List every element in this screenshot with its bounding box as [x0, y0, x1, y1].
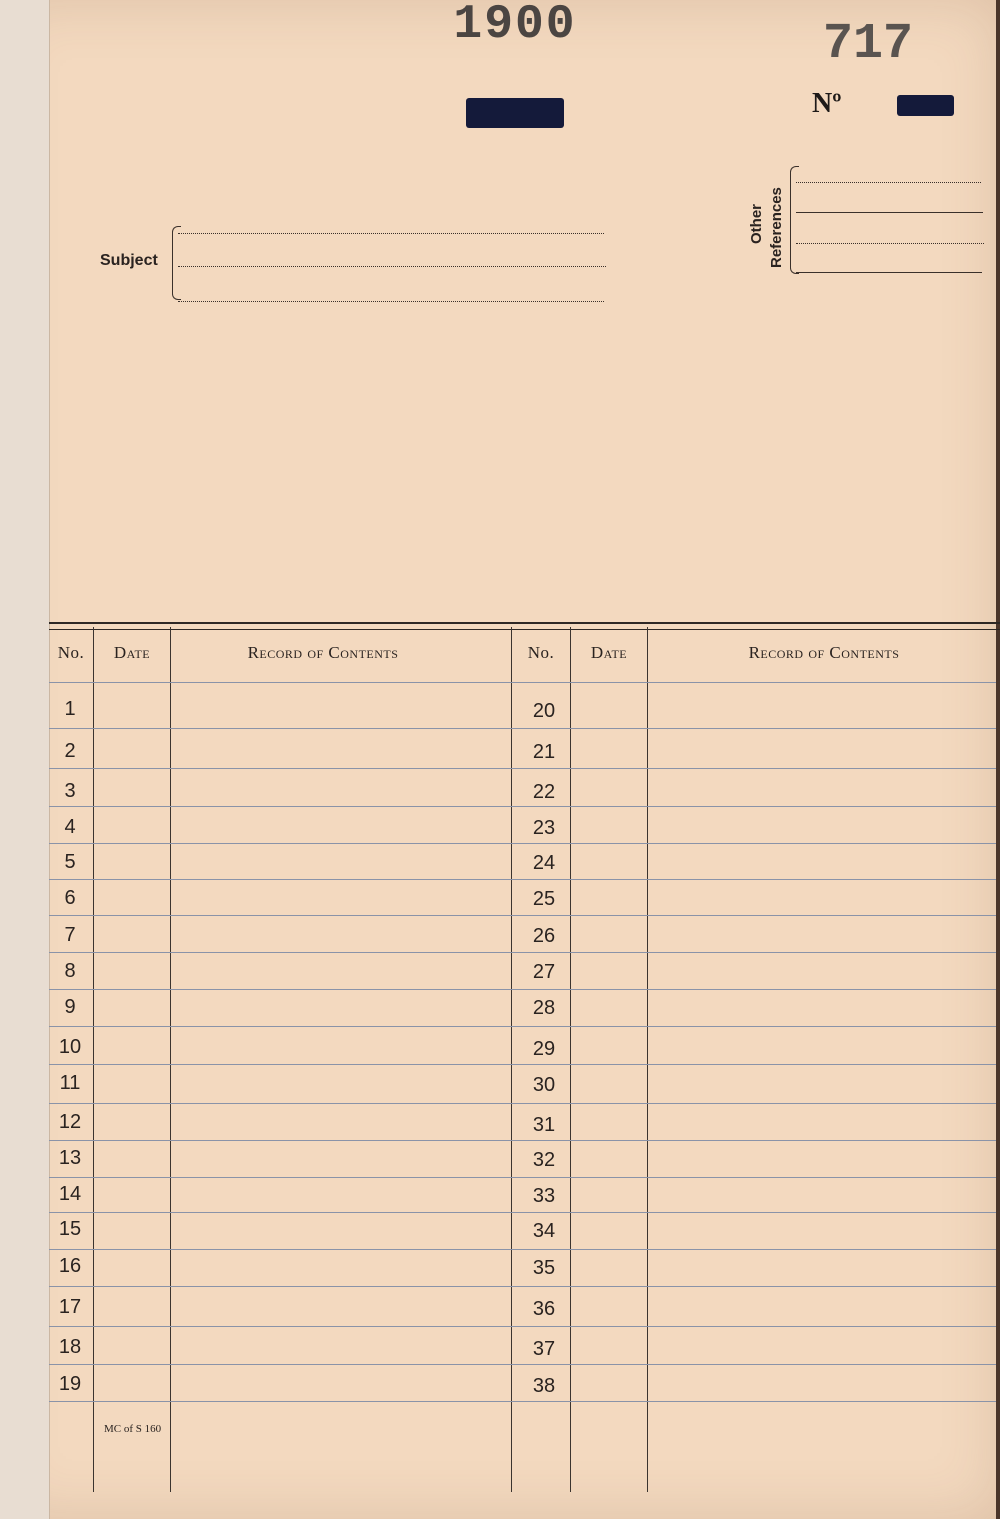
- row-number-left: 18: [58, 1336, 82, 1358]
- column-divider: [93, 627, 94, 1492]
- row-number-left: 15: [58, 1218, 82, 1240]
- row-number-right: 31: [532, 1114, 556, 1136]
- redaction-block: [897, 95, 954, 116]
- row-number-right: 24: [532, 852, 556, 874]
- header-no-right: No.: [527, 643, 555, 662]
- row-number-right: 21: [532, 741, 556, 763]
- row-number-left: 12: [58, 1111, 82, 1133]
- row-number-right: 29: [532, 1038, 556, 1060]
- subject-line-3[interactable]: [178, 301, 604, 302]
- row-number-left: 6: [64, 887, 76, 909]
- subject-line-2[interactable]: [178, 266, 606, 267]
- row-number-left: 5: [64, 851, 76, 873]
- row-number-left: 19: [58, 1373, 82, 1395]
- row-rule: [49, 1103, 996, 1104]
- reference-line-2[interactable]: [796, 212, 983, 213]
- row-number-left: 4: [64, 816, 76, 838]
- header-date-right: Date: [590, 643, 628, 662]
- column-divider: [570, 627, 571, 1492]
- row-number-left: 14: [58, 1183, 82, 1205]
- row-number-right: 20: [532, 700, 556, 722]
- subject-label: Subject: [100, 252, 158, 269]
- table-top-rule: [49, 622, 1000, 630]
- row-number-left: 3: [64, 780, 76, 802]
- row-rule: [49, 1064, 996, 1065]
- subject-line-1[interactable]: [178, 233, 604, 234]
- references-label: References: [768, 187, 785, 268]
- file-number-stamp: 717: [822, 16, 913, 73]
- row-rule: [49, 806, 996, 807]
- row-rule: [49, 952, 996, 953]
- other-label: Other: [748, 203, 765, 244]
- row-number-left: 8: [64, 960, 76, 982]
- row-number-right: 35: [532, 1257, 556, 1279]
- row-number-left: 11: [59, 1072, 81, 1094]
- reference-line-1[interactable]: [796, 182, 981, 183]
- header-record-right: Record of Contents: [748, 643, 900, 662]
- number-label: Nº: [812, 88, 842, 119]
- row-rule: [49, 1177, 996, 1178]
- row-number-right: 37: [532, 1338, 556, 1360]
- header-no-left: No.: [57, 643, 85, 662]
- year-stamp: 1900: [453, 0, 577, 52]
- row-number-right: 26: [532, 925, 556, 947]
- column-divider: [511, 627, 512, 1492]
- row-rule: [49, 989, 996, 990]
- row-rule: [49, 768, 996, 769]
- row-number-right: 27: [532, 961, 556, 983]
- row-number-right: 36: [532, 1298, 556, 1320]
- row-number-right: 30: [532, 1074, 556, 1096]
- row-number-left: 2: [64, 740, 76, 762]
- form-code: MC of S 160: [104, 1423, 162, 1435]
- row-number-right: 22: [532, 781, 556, 803]
- page-edge: [996, 0, 1000, 1519]
- row-rule: [49, 728, 996, 729]
- row-number-right: 33: [532, 1185, 556, 1207]
- row-rule: [49, 1286, 996, 1287]
- row-number-right: 25: [532, 888, 556, 910]
- row-number-right: 32: [532, 1149, 556, 1171]
- row-number-left: 1: [64, 698, 76, 720]
- row-rule: [49, 843, 996, 844]
- row-rule: [49, 915, 996, 916]
- row-rule: [49, 879, 996, 880]
- subject-brace: [172, 226, 181, 300]
- row-rule: [49, 1212, 996, 1213]
- row-rule: [49, 1249, 996, 1250]
- header-date-left: Date: [113, 643, 151, 662]
- row-rule: [49, 682, 996, 683]
- reference-line-4[interactable]: [796, 272, 982, 273]
- row-number-right: 28: [532, 997, 556, 1019]
- row-rule: [49, 1326, 996, 1327]
- row-number-left: 7: [64, 924, 76, 946]
- row-number-left: 10: [58, 1036, 82, 1058]
- row-rule: [49, 1364, 996, 1365]
- row-number-right: 38: [532, 1375, 556, 1397]
- header-record-left: Record of Contents: [247, 643, 399, 662]
- row-rule: [49, 1401, 996, 1402]
- reference-line-3[interactable]: [796, 243, 984, 244]
- cloth-binding-strip: [0, 0, 50, 1519]
- row-number-left: 9: [64, 996, 76, 1018]
- row-number-left: 17: [58, 1296, 82, 1318]
- row-number-left: 16: [58, 1255, 82, 1277]
- redaction-block: [466, 98, 564, 128]
- row-rule: [49, 1140, 996, 1141]
- row-number-right: 34: [532, 1220, 556, 1242]
- column-divider: [647, 627, 648, 1492]
- other-references-label: [740, 168, 796, 268]
- row-number-left: 13: [58, 1147, 82, 1169]
- row-rule: [49, 1026, 996, 1027]
- column-divider: [170, 627, 171, 1492]
- row-number-right: 23: [532, 817, 556, 839]
